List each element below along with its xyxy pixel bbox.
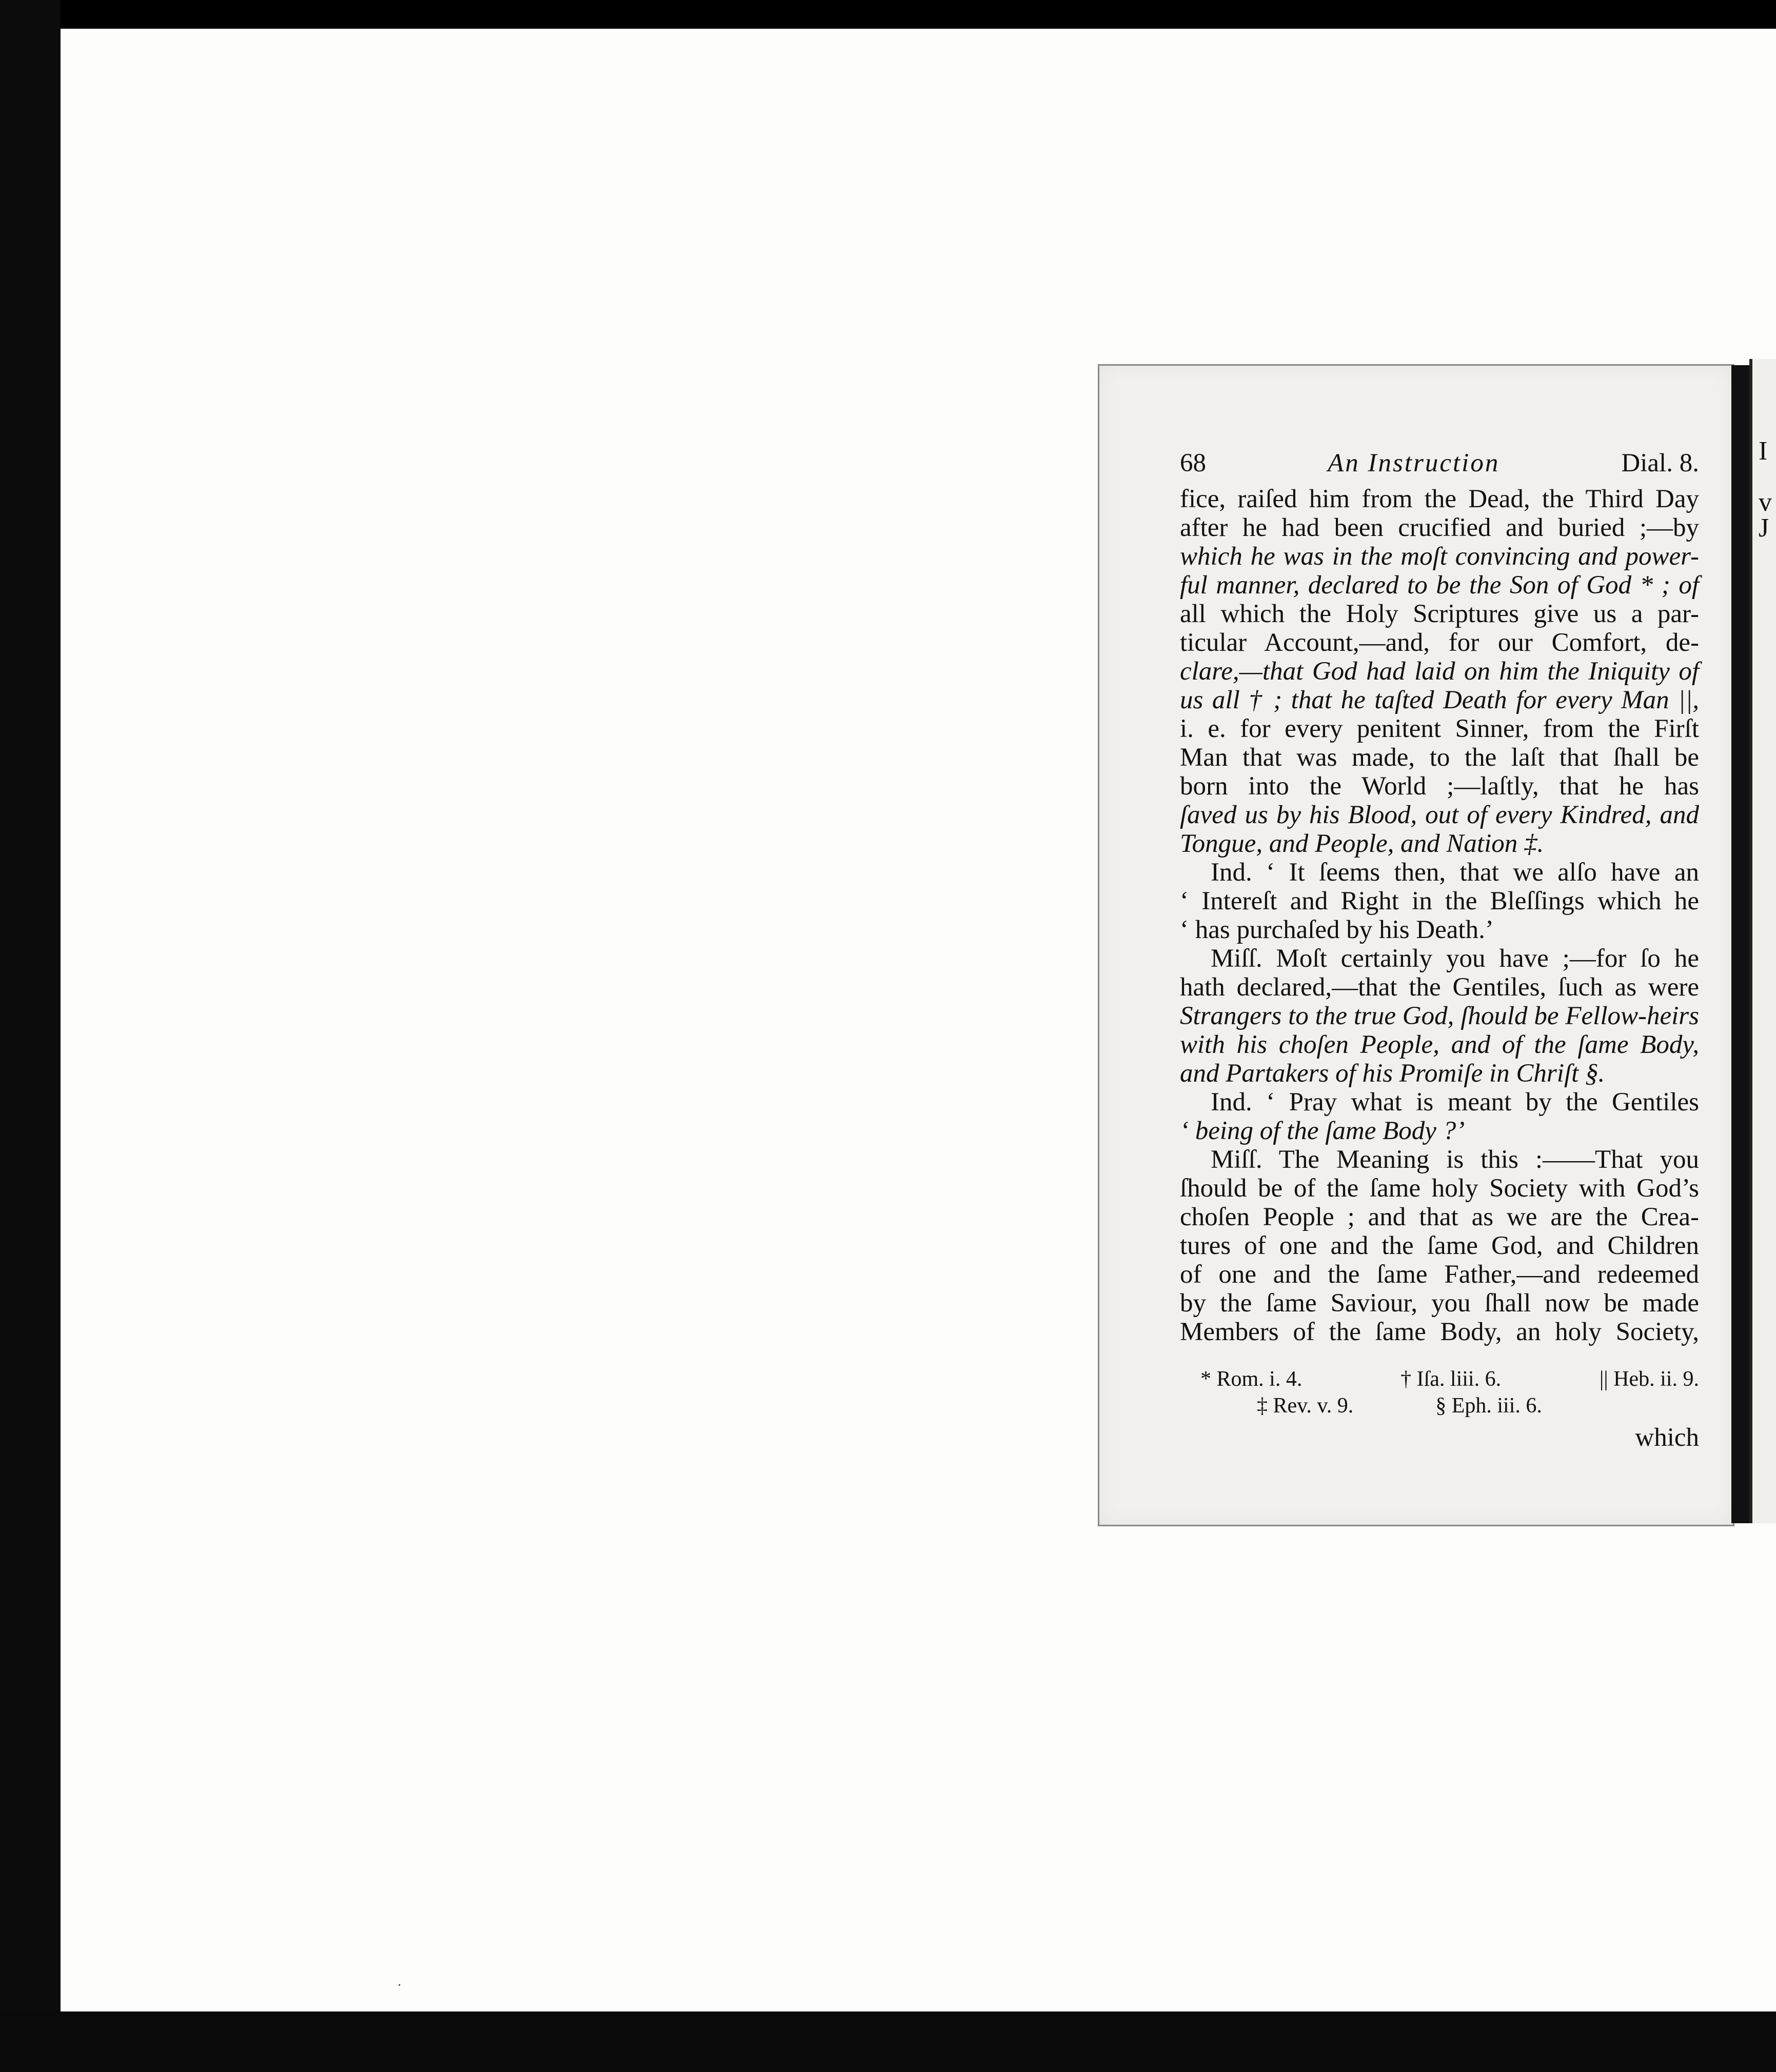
- running-title: An Instruction: [1328, 449, 1500, 477]
- body-text: [1180, 485, 1699, 1346]
- next-page-edge: [1749, 359, 1776, 1523]
- text-line: of one and the ſame Father,—and redeemed: [1180, 1260, 1699, 1289]
- scan-speck: ·: [397, 1978, 402, 1994]
- text-line: and Partakers of his Promiſe in Chriſt §.: [1180, 1059, 1605, 1088]
- text-line: Man that was made, to the laſt that ſhall be: [1180, 743, 1699, 772]
- text-line: Miſſ. Moſt certainly you have ;—for ſo he: [1211, 944, 1699, 973]
- text-line: born into the World ;—laſtly, that he has: [1180, 772, 1699, 801]
- next-page-letter: v: [1759, 488, 1772, 517]
- footnote: ‡ Rev. v. 9.: [1257, 1394, 1354, 1418]
- text-line: ſhould be of the ſame holy Society with God’s: [1180, 1174, 1699, 1203]
- text-line: Tongue, and People, and Nation ‡.: [1180, 829, 1544, 858]
- text-line: by the ſame Saviour, you ſhall now be made: [1180, 1289, 1699, 1318]
- catchword: which: [1635, 1423, 1699, 1452]
- page-number: 68: [1180, 449, 1206, 477]
- next-page-letter: I: [1759, 436, 1768, 466]
- text-line: choſen People ; and that as we are the Crea-: [1180, 1203, 1699, 1231]
- text-line: ticular Account,—and, for our Comfort, de-: [1180, 628, 1699, 657]
- footnote: § Eph. iii. 6.: [1435, 1394, 1542, 1418]
- footnote-row: [1180, 1366, 1699, 1392]
- page-text: [1180, 449, 1699, 1452]
- footnotes: [1180, 1366, 1699, 1419]
- text-line: all which the Holy Scriptures give us a par-: [1180, 600, 1699, 628]
- text-line: Ind. ‘ Pray what is meant by the Gentiles: [1211, 1088, 1699, 1117]
- text-line: ‘ being of the ſame Body ?’: [1180, 1117, 1465, 1145]
- text-line: after he had been crucified and buried ;—by: [1180, 513, 1699, 542]
- text-line: fice, raiſed him from the Dead, the Third Day: [1180, 485, 1699, 513]
- text-line: i. e. for every penitent Sinner, from the Firſt: [1180, 714, 1699, 743]
- text-line: clare,—that God had laid on him the Iniquity of: [1180, 657, 1699, 686]
- footnote: † Iſa. liii. 6.: [1400, 1367, 1502, 1391]
- book-gutter: [1731, 365, 1749, 1523]
- text-line: ‘ has purchaſed by his Death.’: [1180, 915, 1494, 944]
- footnote: || Heb. ii. 9.: [1599, 1367, 1699, 1391]
- footnote: * Rom. i. 4.: [1200, 1367, 1303, 1391]
- film-edge-bottom: [0, 2011, 1776, 2072]
- section-label: Dial. 8.: [1621, 449, 1699, 477]
- text-line: ſaved us by his Blood, out of every Kindred, and: [1180, 801, 1699, 829]
- text-line: Miſſ. The Meaning is this :——That you: [1211, 1145, 1699, 1174]
- next-page-letter: J: [1759, 513, 1769, 543]
- footnote-row: [1180, 1392, 1699, 1419]
- text-line: Members of the ſame Body, an holy Society,: [1180, 1318, 1699, 1346]
- text-line: which he was in the moſt convincing and power-: [1180, 542, 1699, 571]
- text-line: ful manner, declared to be the Son of God * ; of: [1180, 571, 1699, 600]
- film-edge-left: [0, 0, 61, 2072]
- text-line: with his choſen People, and of the ſame Body,: [1180, 1030, 1699, 1059]
- text-line: tures of one and the ſame God, and Children: [1180, 1231, 1699, 1260]
- text-line: hath declared,—that the Gentiles, ſuch as were: [1180, 973, 1699, 1002]
- text-line: Ind. ‘ It ſeems then, that we alſo have an: [1211, 858, 1699, 887]
- text-line: ‘ Intereſt and Right in the Bleſſings which he: [1180, 887, 1699, 915]
- text-line: Strangers to the true God, ſhould be Fellow-heirs: [1180, 1002, 1699, 1030]
- running-head: [1180, 449, 1699, 485]
- text-line: us all † ; that he taſted Death for every Man ||,: [1180, 686, 1699, 714]
